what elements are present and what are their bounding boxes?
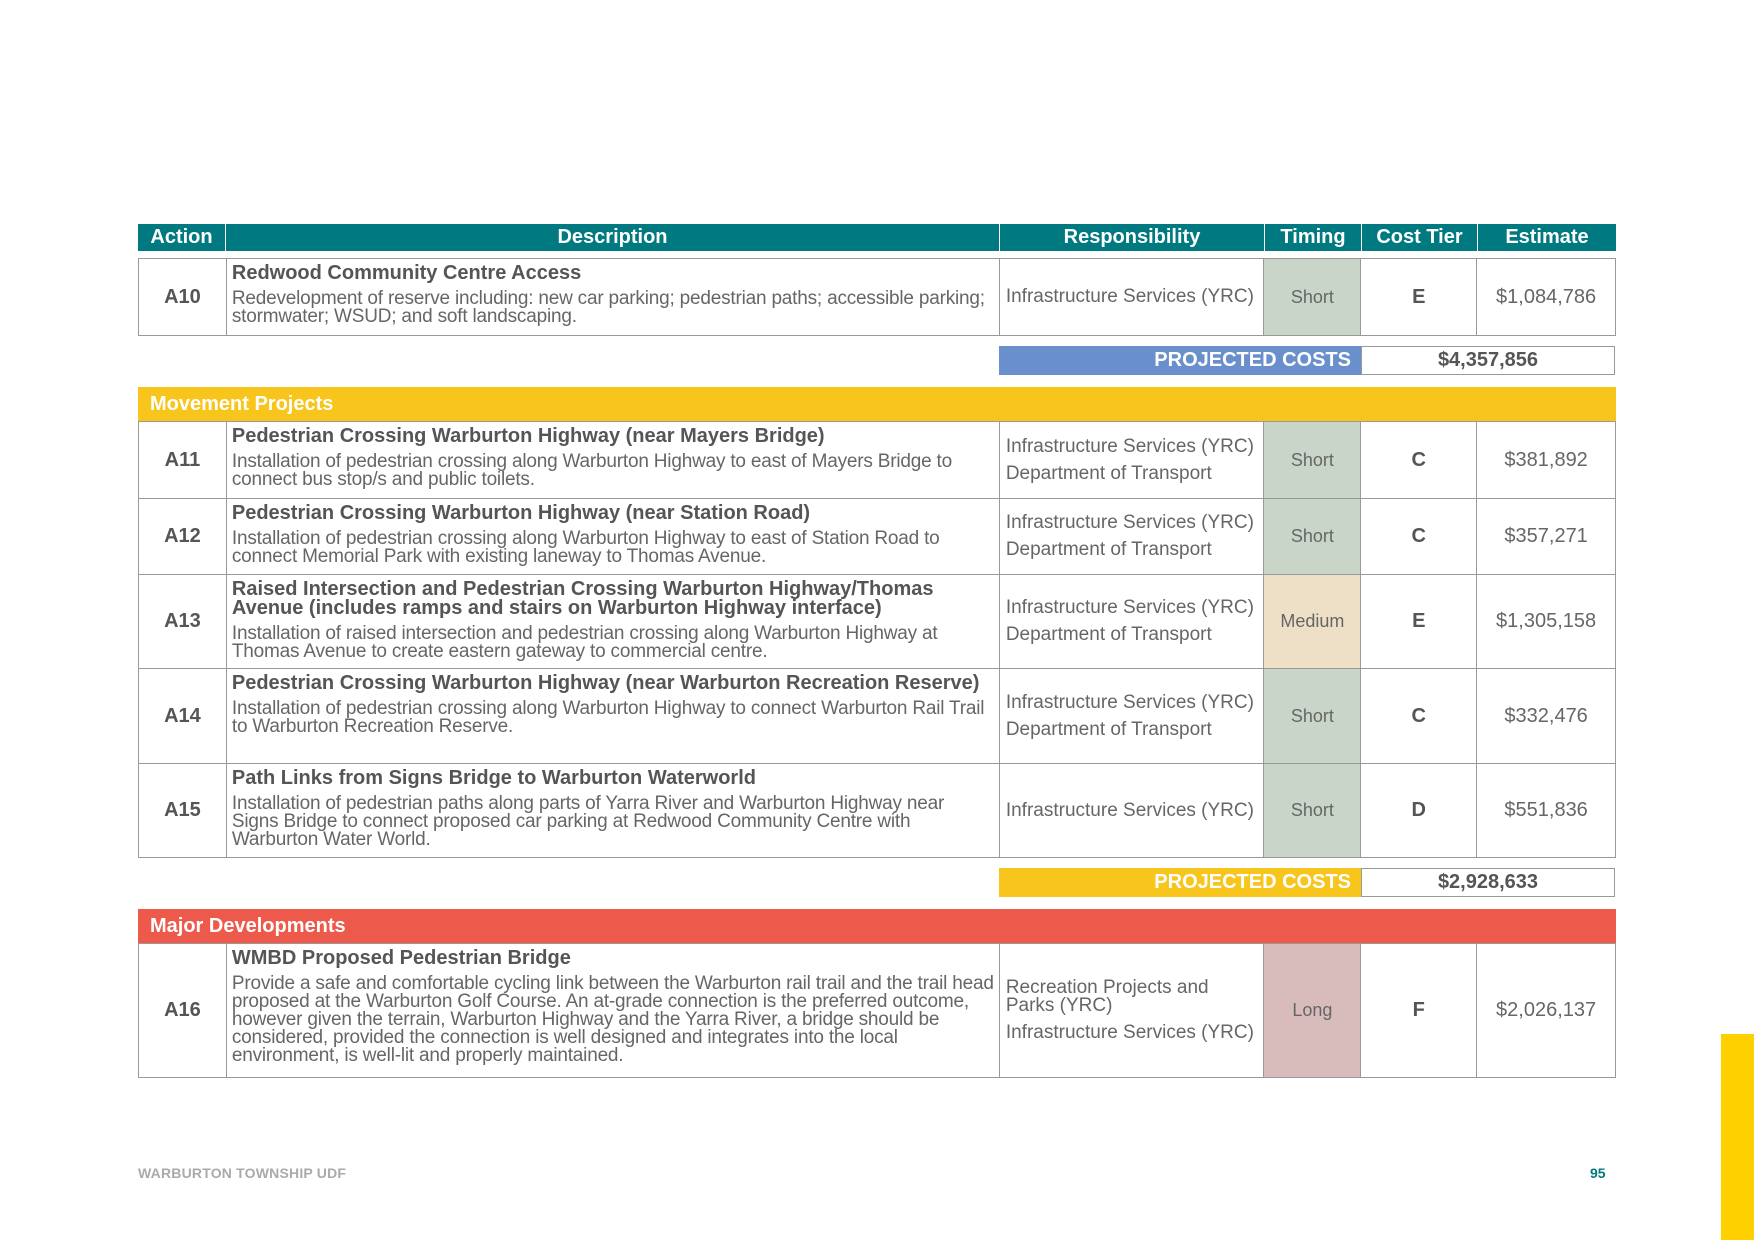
header-cost-tier: Cost Tier — [1362, 224, 1478, 251]
page-number: 95 — [1590, 1165, 1606, 1181]
section-major-developments: Major Developments — [138, 909, 1616, 943]
action-title: Pedestrian Crossing Warburton Highway (near Mayers Bridge) — [231, 425, 825, 447]
action-description: Installation of raised intersection and pedestrian crossing along Warburton Highway at Thomas Avenue to create eastern gateway to commercial centre. — [231, 623, 938, 662]
description-cell — [227, 944, 1000, 1077]
action-id: A13 — [139, 575, 227, 668]
timing-badge: Short — [1264, 764, 1361, 857]
timing-badge: Short — [1264, 499, 1361, 574]
timing-badge: Long — [1264, 944, 1361, 1077]
estimate: $1,305,158 — [1496, 610, 1597, 632]
header-responsibility: Responsibility — [1000, 224, 1265, 251]
description-cell — [227, 764, 1000, 857]
action-id: A11 — [139, 422, 227, 498]
responsibility-primary: Infrastructure Services (YRC) — [1005, 435, 1254, 457]
table-group-movement — [138, 421, 1616, 858]
table-header — [138, 224, 1616, 251]
action-description: Installation of pedestrian crossing along Warburton Highway to east of Mayers Bridge to connect bus stop/s and public toilets. — [231, 451, 952, 490]
cost-tier: C — [1361, 422, 1477, 498]
responsibility-cell — [1000, 422, 1265, 498]
responsibility-cell — [1000, 764, 1265, 857]
responsibility-cell — [1000, 575, 1265, 668]
action-description: Installation of pedestrian paths along parts of Yarra River and Warburton Highway near Signs Bridge to connect proposed car parking at Redwood Community Centre with Warburton Water World. — [231, 793, 945, 850]
table-row — [139, 764, 1615, 858]
projected-costs-2 — [999, 868, 1615, 897]
action-title: Pedestrian Crossing Warburton Highway (near Station Road) — [231, 502, 811, 524]
action-title: Pedestrian Crossing Warburton Highway (near Warburton Recreation Reserve) — [231, 672, 980, 694]
action-description: Installation of pedestrian crossing along Warburton Highway to east of Station Road to connect Memorial Park with existing laneway to Thomas Avenue. — [231, 528, 940, 567]
table-row — [139, 259, 1615, 336]
header-action: Action — [138, 224, 226, 251]
responsibility-cell — [1000, 259, 1265, 335]
estimate: $332,476 — [1504, 704, 1588, 727]
header-estimate: Estimate — [1505, 226, 1589, 248]
action-description: Provide a safe and comfortable cycling link between the Warburton rail trail and the trail head proposed at the Warburton Golf Course. An at-grade connection is the preferred outcome, however given the terrain, Warburton Highway and the Yarra River, a bridge should be considered, provided the connection is well designed and integrates into the local environment, is well-lit and properly maintained. — [231, 973, 994, 1066]
description-cell — [227, 422, 1000, 498]
section-movement-projects: Movement Projects — [138, 387, 1616, 421]
estimate: $381,892 — [1504, 448, 1588, 471]
table-group-major — [138, 943, 1616, 1078]
action-id: A16 — [139, 944, 227, 1077]
action-id: A10 — [139, 259, 227, 335]
cost-tier: C — [1361, 669, 1477, 763]
action-description: Installation of pedestrian crossing along Warburton Highway to connect Warburton Rail Trail to Warburton Recreation Reserve. — [231, 698, 985, 737]
cost-tier: D — [1361, 764, 1477, 857]
responsibility-secondary: Department of Transport — [1005, 718, 1212, 740]
table-group-1 — [138, 258, 1616, 336]
action-id: A15 — [139, 764, 227, 857]
timing-badge: Short — [1264, 259, 1361, 335]
side-accent-bar — [1721, 1034, 1754, 1240]
action-id: A14 — [139, 669, 227, 763]
responsibility-primary: Infrastructure Services (YRC) — [1005, 286, 1254, 307]
responsibility-primary: Infrastructure Services (YRC) — [1005, 799, 1254, 821]
projected-costs-label: PROJECTED COSTS — [999, 346, 1361, 375]
estimate: $551,836 — [1504, 799, 1588, 821]
estimate: $357,271 — [1504, 525, 1588, 547]
action-title: WMBD Proposed Pedestrian Bridge — [231, 947, 571, 969]
action-description: Redevelopment of reserve including: new car parking; pedestrian paths; accessible parking; stormwater; WSUD; and soft landscaping. — [231, 288, 985, 327]
responsibility-secondary: Department of Transport — [1005, 539, 1212, 560]
responsibility-secondary: Department of Transport — [1005, 462, 1212, 484]
timing-badge: Short — [1264, 422, 1361, 498]
responsibility-primary: Recreation Projects and Parks (YRC) — [1005, 977, 1209, 1016]
cost-tier: C — [1361, 499, 1477, 574]
action-title: Raised Intersection and Pedestrian Crossing Warburton Highway/Thomas Avenue (includes ramps and stairs on Warburton Highway interface) — [231, 578, 934, 619]
responsibility-cell — [1000, 499, 1265, 574]
projected-costs-value: $4,357,856 — [1361, 346, 1615, 375]
responsibility-cell — [1000, 944, 1265, 1077]
projected-costs-1 — [999, 346, 1615, 375]
responsibility-cell — [1000, 669, 1265, 763]
projected-costs-label: PROJECTED COSTS — [999, 868, 1361, 897]
action-title: Path Links from Signs Bridge to Warburton Waterworld — [231, 767, 756, 789]
cost-tier: E — [1361, 259, 1477, 335]
table-row — [139, 499, 1615, 575]
table-row — [139, 944, 1615, 1078]
header-description: Description — [226, 224, 1000, 251]
document-title: WARBURTON TOWNSHIP UDF — [138, 1165, 347, 1181]
responsibility-primary: Infrastructure Services (YRC) — [1005, 512, 1254, 533]
table-row — [139, 575, 1615, 669]
cost-tier: F — [1361, 944, 1477, 1077]
responsibility-primary: Infrastructure Services (YRC) — [1005, 691, 1254, 713]
timing-badge: Medium — [1264, 575, 1361, 668]
responsibility-primary: Infrastructure Services (YRC) — [1005, 597, 1254, 618]
timing-badge: Short — [1264, 669, 1361, 763]
estimate: $2,026,137 — [1496, 999, 1597, 1021]
estimate: $1,084,786 — [1496, 285, 1597, 308]
projected-costs-value: $2,928,633 — [1361, 868, 1615, 897]
action-id: A12 — [139, 499, 227, 574]
table-row — [139, 669, 1615, 764]
responsibility-secondary: Department of Transport — [1005, 624, 1212, 645]
description-cell — [227, 259, 1000, 335]
header-timing: Timing — [1265, 224, 1362, 251]
action-title: Redwood Community Centre Access — [231, 262, 582, 284]
responsibility-secondary: Infrastructure Services (YRC) — [1005, 1022, 1254, 1043]
table-row — [139, 422, 1615, 499]
cost-tier: E — [1361, 575, 1477, 668]
description-cell — [227, 499, 1000, 574]
description-cell — [227, 575, 1000, 668]
description-cell — [227, 669, 1000, 763]
